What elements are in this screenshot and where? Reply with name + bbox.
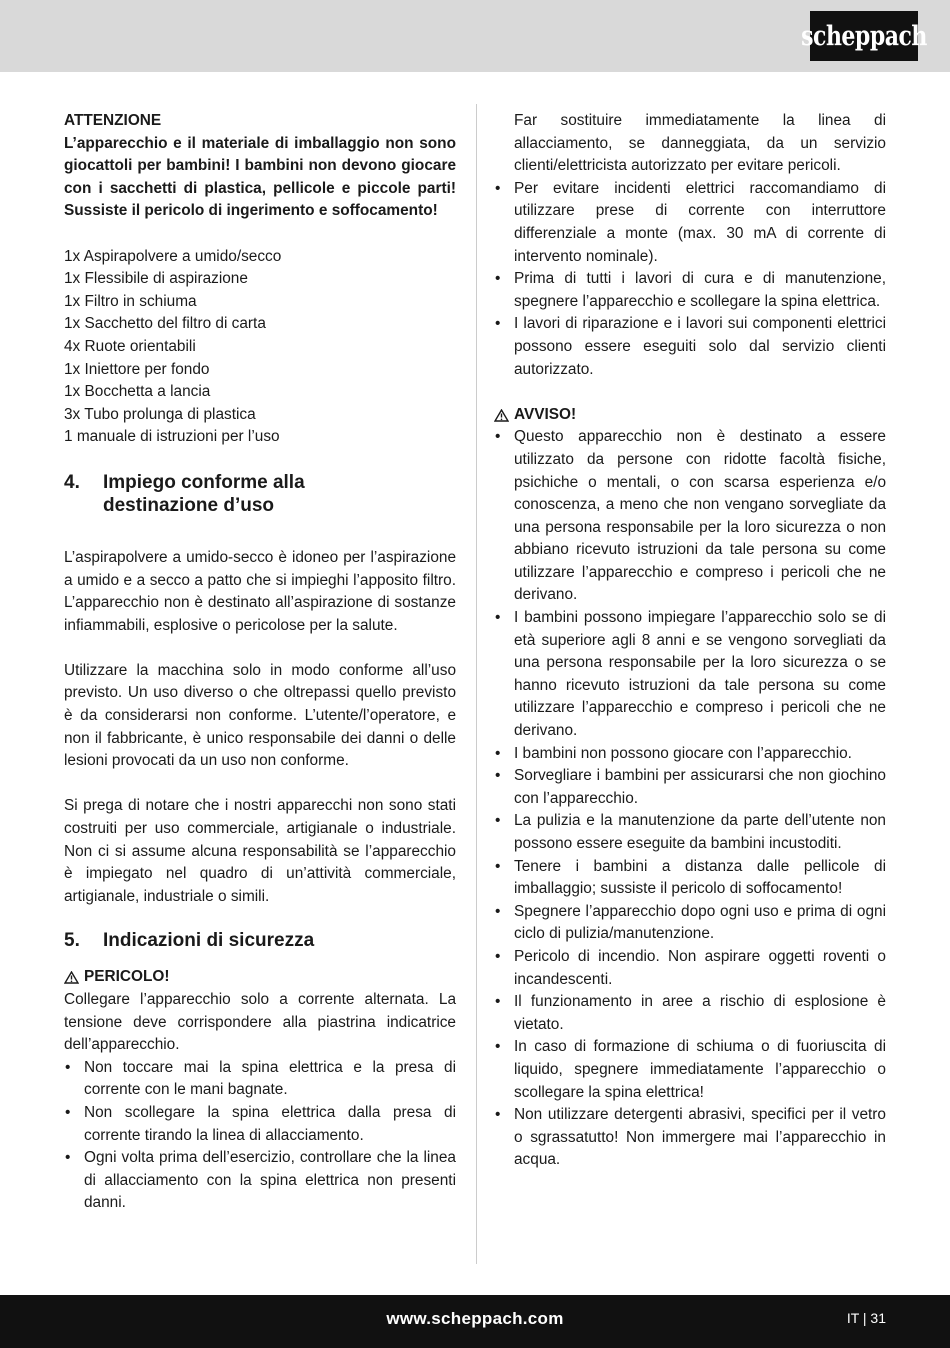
list-item: • In caso di formazione di schiuma o di fuoriuscita di liquido, spegnere immediatamente l’apparecchio o scollegare la spina elettrica! — [494, 1036, 886, 1104]
list-item: • I bambini non possono giocare con l’apparecchio. — [494, 743, 886, 766]
notice-heading — [494, 404, 886, 427]
notice-label: AVVISO! — [514, 405, 577, 423]
list-item: • Tenere i bambini a distanza dalle pellicole di imballaggio; sussiste il pericolo di soffocamento! — [494, 856, 886, 901]
footer-bar — [0, 1295, 950, 1348]
notice-list — [494, 426, 886, 1172]
list-item: • Pericolo di incendio. Non aspirare oggetti roventi o incandescenti. — [494, 946, 886, 991]
scheppach-logo: scheppach — [810, 11, 918, 61]
section-number: 5. — [64, 930, 80, 952]
list-item: • Il funzionamento in aree a rischio di esplosione è vietato. — [494, 991, 886, 1036]
list-item: 1x Flessibile di aspirazione — [64, 270, 248, 288]
page-number: IT | 31 — [846, 1310, 886, 1326]
header-bar — [0, 0, 950, 72]
section-5-heading — [64, 929, 456, 952]
column-divider — [476, 104, 477, 1264]
paragraph: Si prega di notare che i nostri apparecchi non sono stati costruiti per uso commerciale, artigianale o industriale. Non ci si assume alcuna responsabilità se l’apparecchio è impiegato nel quadro di un’attività commerciale, artigianale, industriale o simili. — [64, 797, 456, 905]
list-item: • Prima di tutti i lavori di cura e di manutenzione, spegnere l’apparecchio e scollegare la spina elettrica. — [494, 268, 886, 313]
contents-list — [64, 246, 456, 449]
danger-list — [64, 1057, 456, 1215]
list-item: • I bambini possono impiegare l’apparecchio solo se di età superiore agli 8 anni e se vengono sorvegliati da una persona responsabile per la loro sicurezza o se hanno ricevuto istruzioni da tale persona su come utilizzare l’apparecchio e compreso i pericoli che ne derivano. — [494, 607, 886, 743]
list-item: • La pulizia e la manutenzione da parte dell’utente non possono essere eseguite da bambini incustoditi. — [494, 810, 886, 855]
list-item: • Per evitare incidenti elettrici raccomandiamo di utilizzare prese di corrente con interruttore differenziale a monte (max. 30 mA di corrente di intervento nominale). — [494, 178, 886, 268]
right-column — [494, 110, 886, 1172]
list-item: 1x Sacchetto del filtro di carta — [64, 315, 266, 333]
list-item: • Spegnere l’apparecchio dopo ogni uso e prima di ogni ciclo di pulizia/manutenzione. — [494, 901, 886, 946]
list-item: 4x Ruote orientabili — [64, 337, 196, 355]
list-item: • Sorvegliare i bambini per assicurarsi che non giochino con l’apparecchio. — [494, 765, 886, 810]
warning-triangle-icon — [494, 409, 509, 422]
list-item: 1x Filtro in schiuma — [64, 292, 197, 310]
paragraph: L’aspirapolvere a umido-secco è idoneo per l’aspirazione a umido e a secco a patto che si impieghi l’apposito filtro. L’apparecchio non è destinato all’aspirazione di sostanze infiammabili, esplosive o pericolose per la salute. — [64, 548, 456, 634]
list-item: 1x Aspirapolvere a umido/secco — [64, 247, 282, 265]
left-column — [64, 110, 456, 1215]
list-item: • Non toccare mai la spina elettrica e la presa di corrente con le mani bagnate. — [64, 1057, 456, 1102]
danger-heading — [64, 966, 456, 989]
section-title-line: Impiego conforme alla — [103, 471, 305, 493]
attention-title: ATTENZIONE — [64, 112, 162, 129]
website-link[interactable]: www.scheppach.com — [386, 1309, 564, 1328]
danger-label: PERICOLO! — [84, 968, 170, 986]
safety-list — [494, 178, 886, 381]
continued-text: Far sostituire immediatamente la linea di allacciamento, se danneggiata, da un servizio clienti/elettricista autorizzato per evitare pericoli. — [514, 112, 886, 175]
list-item: 3x Tubo prolunga di plastica — [64, 405, 256, 423]
section-title-line: destinazione d’uso — [103, 494, 275, 516]
section-4-heading — [64, 471, 456, 517]
list-item: • Ogni volta prima dell’esercizio, controllare che la linea di allacciamento con la spina elettrica non presenti danni. — [64, 1147, 456, 1215]
list-item: • I lavori di riparazione e i lavori sui componenti elettrici possono essere eseguiti solo dal servizio clienti autorizzato. — [494, 313, 886, 381]
attention-body: L’apparecchio e il materiale di imballaggio non sono giocattoli per bambini! I bambini non devono giocare con i sacchetti di plastica, pellicole e piccole parti! Sussiste il pericolo di ingerimento e soffocamento! — [64, 134, 456, 220]
list-item: • Non scollegare la spina elettrica dalla presa di corrente tirando la linea di allacciamento. — [64, 1102, 456, 1147]
paragraph: Utilizzare la macchina solo in modo conforme all’uso previsto. Un uso diverso o che oltrepassi quello previsto è da considerarsi non conforme. L’utente/l’operatore, e non il fabbricante, è unico responsabile dei danni o delle lesioni provocati da un uso non conforme. — [64, 661, 456, 770]
danger-intro: Collegare l’apparecchio solo a corrente alternata. La tensione deve corrispondere alla piastrina indicatrice dell’apparecchio. — [64, 991, 456, 1054]
section-number: 4. — [64, 471, 80, 493]
section-title: Indicazioni di sicurezza — [103, 930, 315, 952]
warning-triangle-icon — [64, 971, 79, 984]
list-item: • Non utilizzare detergenti abrasivi, specifici per il vetro o sgrassatutto! Non immergere mai l’apparecchio in acqua. — [494, 1104, 886, 1172]
list-item: 1x Bocchetta a lancia — [64, 383, 211, 401]
list-item: 1x Iniettore per fondo — [64, 360, 210, 378]
list-item: • Questo apparecchio non è destinato a essere utilizzato da persone con ridotte facoltà fisiche, psichiche o mentali, o con scarsa esperienza e/o conoscenza, a meno che non vengano sorvegliate da una persona responsabile per la loro sicurezza o non abbiano ricevuto istruzioni da tale persona su come utilizzare l’apparecchio e compreso i pericoli che ne derivano. — [494, 426, 886, 607]
list-item: 1 manuale di istruzioni per l’uso — [64, 428, 280, 446]
